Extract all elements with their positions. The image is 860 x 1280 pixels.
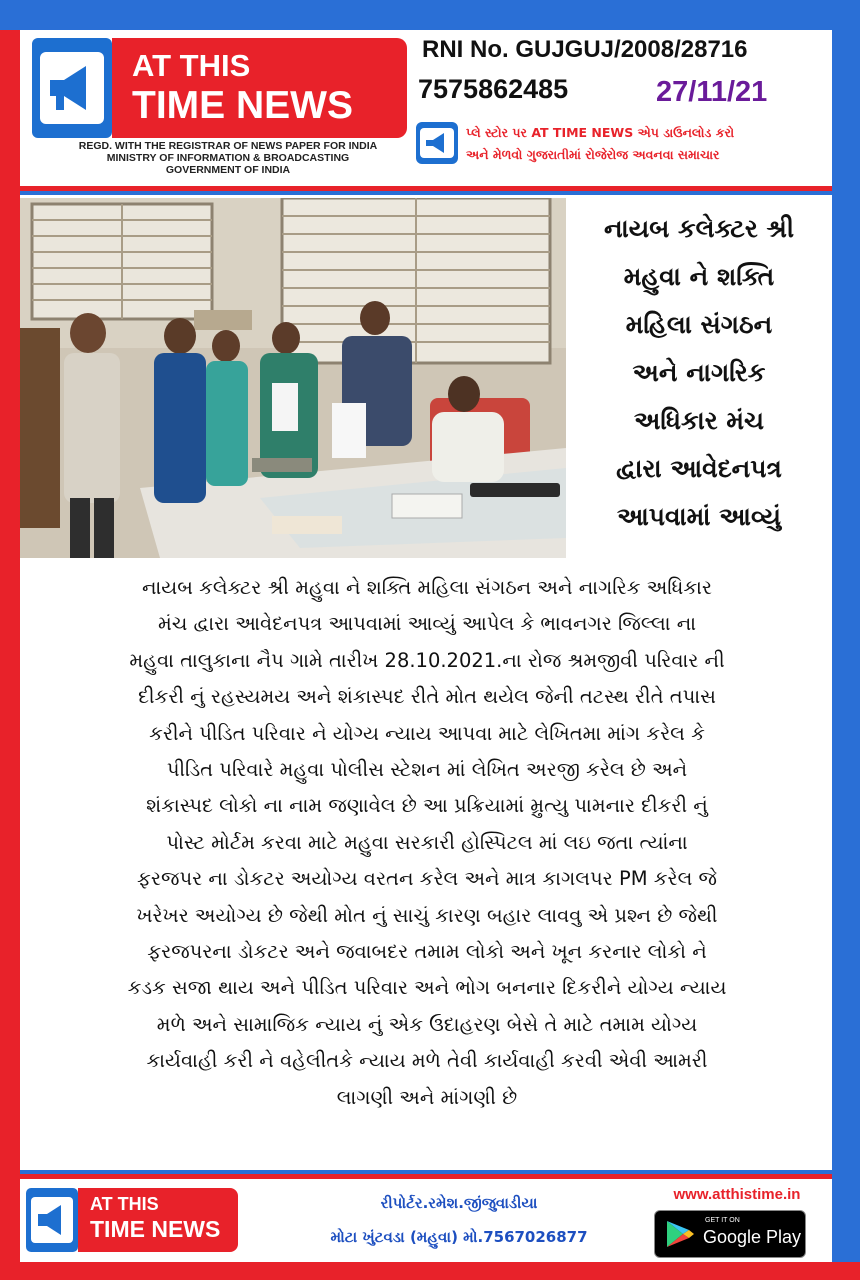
- article-line: શંકાસ્પદ લોકો ના નામ જણાવેલ છે આ પ્રક્રિયામાં મ્રુત્યુ પામનાર દીકરી નું: [146, 794, 708, 818]
- regd-line3: GOVERNMENT OF INDIA: [165, 164, 291, 176]
- headline-line: અને નાગરિક: [632, 358, 766, 387]
- headline-line: મહિલા સંગઠન: [625, 310, 773, 339]
- article-line: લાગણી અને માંગણી છે: [336, 1085, 518, 1109]
- article-line: દીકરી નું રહસ્યમય અને શંકાસ્પદ રીતે મોત થયેલ જેની તટસ્થ રીતે તપાસ: [138, 685, 716, 709]
- article-line: ફરજપર ના ડોકટર અયોગ્ય વરતન કરેલ અને માત્ર કાગલપર PM કરેલ જે: [137, 867, 717, 891]
- headline-line: દ્વારા આવેદનપત્ર: [616, 454, 782, 483]
- article-line: નાયબ કલેક્ટર શ્રી મહુવા ને શક્તિ મહિલા સંગઠન અને નાગરિક અધિકાર: [141, 576, 713, 599]
- megaphone-icon: [416, 122, 458, 164]
- masthead: [20, 30, 832, 190]
- gplay-big-text: Google Play: [703, 1227, 802, 1247]
- app-line2: અને મેળવો ગુજરાતીમાં રોજેરોજ અવનવા સમાચાર: [466, 147, 720, 162]
- play-store-icon: [665, 1220, 695, 1252]
- app-line1: પ્લે સ્ટોર પર AT TIME NEWS એપ ડાઉનલોડ કરો: [466, 125, 735, 140]
- megaphone-icon: [26, 1188, 78, 1252]
- divider-red: [20, 1174, 832, 1179]
- rni-number: RNI No. GUJGUJ/2008/28716: [422, 36, 748, 63]
- website-link[interactable]: www.atthistime.in: [673, 1186, 801, 1203]
- headline-line: નાયબ કલેક્ટર શ્રી: [603, 214, 794, 243]
- phone-number: 7575862485: [418, 74, 569, 104]
- article-line: મળે અને સામાજિક ન્યાય નું એક ઉદાહરણ બેસે તે માટે તમામ યોગ્ય: [156, 1012, 698, 1036]
- divider-blue: [20, 191, 832, 195]
- headline-line: અધિકાર મંચ: [633, 406, 765, 435]
- logo-line1: AT THIS: [132, 48, 251, 83]
- article-line: ફરજપરના ડોકટર અને જવાબદર તમામ લોકો અને ખૂન કરનાર લોકો ને: [147, 940, 707, 964]
- article-line: કરીને પીડિત પરિવાર ને યોગ્ય ન્યાય આપવા માટે લેખિતમા માંગ કરેલ કે: [149, 721, 705, 745]
- footer-logo-line1: AT THIS: [90, 1194, 159, 1214]
- article-line: પોસ્ટ મોર્ટમ કરવા માટે મહુવા સરકારી હોસ્પિટલ માં લઇ જતા ત્યાંના: [166, 830, 688, 854]
- article-line: મંચ દ્વારા આવેદનપત્ર આપવામાં આવ્યું આપેલ કે ભાવનગર જિલ્લા ના: [157, 612, 697, 636]
- footer: [20, 1180, 832, 1262]
- megaphone-icon: [32, 38, 112, 138]
- frame-left-border: [0, 30, 20, 1280]
- logo-line2: TIME NEWS: [132, 84, 353, 127]
- reporter-location: મોટા ખુંટવડા (મહુવા) મો.7567026877: [330, 1228, 588, 1246]
- reporter-name: રીપોર્ટર.રમેશ.જીંજુવાડીયા: [380, 1194, 538, 1212]
- article-line: મહુવા તાલુકાના નૈપ ગામે તારીખ 28.10.2021.ના રોજ શ્રમજીવી પરિવાર ની: [129, 648, 725, 672]
- news-photo: [20, 198, 566, 558]
- issue-date: 27/11/21: [656, 76, 768, 108]
- reporter-credit: [254, 1186, 664, 1254]
- gplay-small-text: GET IT ON: [705, 1217, 740, 1224]
- article-line: ખરેખર અયોગ્ય છે જેથી મોત નું સાચું કારણ બહાર લાવવુ એ પ્રશ્ન છે જેથી: [136, 903, 718, 927]
- article-line: કડક સજા થાય અને પીડિત પરિવાર અને ભોગ બનનાર દિકરીને યોગ્ય ન્યાય: [127, 976, 727, 1000]
- frame-bottom-border: [0, 1262, 860, 1280]
- regd-line1: REGD. WITH THE REGISTRAR OF NEWS PAPER FOR INDIA: [78, 140, 378, 152]
- frame-top-border: [0, 0, 860, 30]
- registration-note: [38, 140, 418, 176]
- footer-logo-line2: TIME NEWS: [90, 1216, 221, 1242]
- article-line: પીડિત પરિવારે મહુવા પોલીસ સ્ટેશન માં લેખિત અરજી કરેલ છે અને: [166, 758, 688, 782]
- article-body: [32, 570, 822, 1116]
- headline-line: મહુવા ને શક્તિ: [623, 262, 775, 291]
- app-download-note: [466, 122, 836, 166]
- headline-line: આપવામાં આવ્યું: [616, 502, 782, 531]
- headline: [566, 205, 832, 541]
- google-play-badge[interactable]: [654, 1210, 806, 1258]
- article-line: કાર્યવાહી કરી ને વહેલીતકે ન્યાય મળે તેવી કાર્યવાહી કરવી એવી આમરી: [146, 1049, 708, 1073]
- regd-line2: MINISTRY OF INFORMATION & BROADCASTING: [106, 152, 350, 164]
- frame-right-border: [832, 30, 860, 1280]
